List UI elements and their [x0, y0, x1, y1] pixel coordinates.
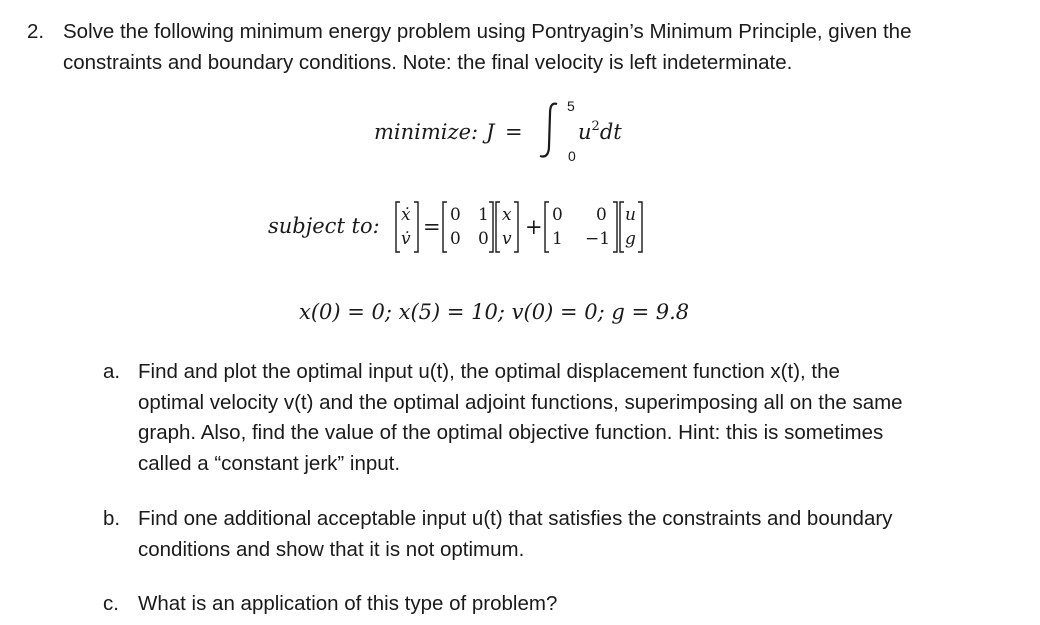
a-matrix-cell: 0 — [450, 229, 461, 249]
a-matrix-cell: 0 — [478, 229, 489, 249]
plus-sign: + — [525, 215, 543, 239]
part-c-letter: c. — [103, 592, 119, 615]
state-space-matrices — [386, 196, 766, 260]
b-matrix-cell: 1 — [552, 229, 563, 249]
objective-equation — [374, 96, 654, 166]
part-a-line: optimal velocity v(t) and the optimal adjoint functions, superimposing all on the same — [138, 390, 903, 414]
lhs-v-dot: v̇ — [401, 229, 411, 249]
lhs-x-dot: ẋ — [401, 205, 411, 225]
part-b-line: Find one additional acceptable input u(t) that satisfies the constraints and boundary — [138, 507, 893, 530]
state-v: v — [502, 229, 512, 249]
integrand-base: u — [578, 120, 592, 144]
boundary-conditions: x(0) = 0; x(5) = 10; v(0) = 0; g = 9.8 — [299, 300, 690, 324]
b-matrix-cell: 0 — [596, 205, 607, 225]
b-matrix-cell: −1 — [585, 229, 611, 249]
part-a-letter: a. — [103, 360, 121, 383]
part-b-text — [138, 504, 892, 565]
a-matrix-cell: 1 — [478, 205, 489, 225]
intro-line: constraints and boundary conditions. Note: the final velocity is left indeterminate. — [63, 50, 793, 74]
minimize-label: minimize: — [374, 120, 479, 144]
integral-sign — [535, 100, 565, 162]
dynamics-equation — [268, 196, 768, 260]
problem-intro — [63, 17, 912, 78]
b-matrix-cell: 0 — [552, 205, 563, 225]
part-c-line: What is an application of this type of problem? — [138, 592, 558, 615]
part-c-text — [138, 589, 557, 620]
input-g: g — [625, 229, 636, 249]
lower-limit: 0 — [568, 148, 576, 164]
intro-line: Solve the following minimum energy problem using Pontryagin’s Minimum Principle, given the — [63, 20, 912, 43]
integrand-exponent: 2 — [591, 119, 600, 134]
integrand — [578, 120, 622, 144]
upper-limit: 5 — [567, 98, 575, 114]
part-b-line: conditions and show that it is not optimum. — [138, 537, 525, 561]
problem-number: 2. — [27, 20, 45, 43]
part-a-line: Find and plot the optimal input u(t), the optimal displacement function x(t), the — [138, 360, 840, 383]
part-a-text — [138, 357, 903, 479]
part-a-line: graph. Also, find the value of the optimal objective function. Hint: this is sometimes — [138, 421, 884, 444]
objective-symbol: J — [486, 120, 495, 144]
subject-to-label: subject to: — [268, 214, 380, 238]
input-u: u — [625, 205, 636, 225]
equals-sign: = — [505, 120, 523, 144]
part-a-line: called a “constant jerk” input. — [138, 451, 401, 475]
a-matrix-cell: 0 — [450, 205, 461, 225]
differential: dt — [599, 120, 622, 144]
equals-sign: = — [423, 215, 441, 239]
state-x: x — [502, 205, 512, 225]
part-b-letter: b. — [103, 507, 121, 530]
